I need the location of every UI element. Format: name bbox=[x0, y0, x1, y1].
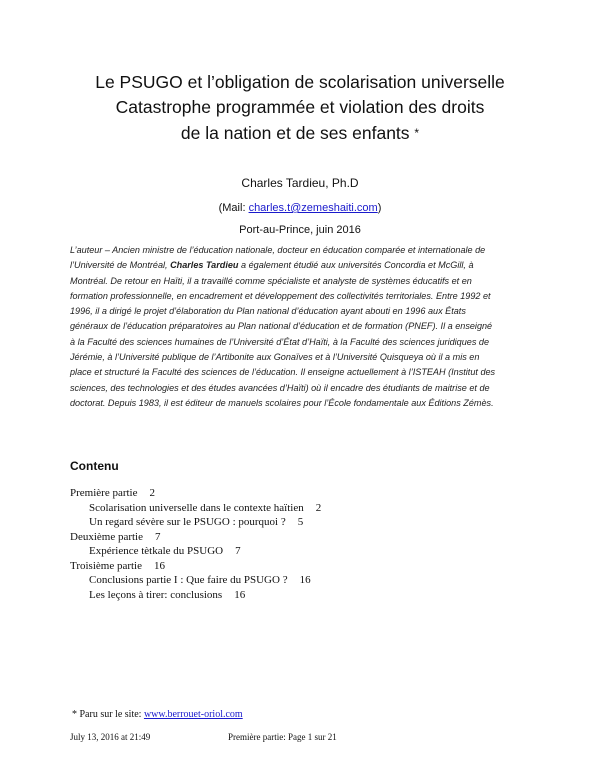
footer-page-number: Première partie: Page 1 sur 21 bbox=[228, 732, 337, 742]
bio-line: Jérémie, à l’Université publique de l’Artibonite aux Gonaïves et à l’Université Quisqueya où il a mis en bbox=[70, 352, 480, 363]
toc-entry-lecons[interactable] bbox=[70, 588, 540, 603]
toc-entry-label: Un regard sévère sur le PSUGO : pourquoi ? bbox=[89, 516, 286, 528]
toc-entry-scolarisation[interactable] bbox=[70, 501, 540, 516]
toc-entry-label: Deuxième partie bbox=[70, 530, 143, 543]
toc-entry-page: 2 bbox=[149, 487, 155, 499]
title-line-3-text: de la nation et de ses enfants bbox=[180, 123, 410, 143]
bio-line: à la Faculté des sciences humaines de l’Université d’État d’Haïti, à la Faculté des sciences juridiques de bbox=[70, 336, 490, 347]
toc-entry-label: Conclusions partie I : Que faire du PSUGO ? bbox=[89, 574, 288, 586]
toc-entry-page: 7 bbox=[155, 530, 161, 543]
bio-text: l’Université de Montréal, bbox=[70, 260, 171, 271]
mail-prefix: (Mail: bbox=[218, 202, 249, 214]
footnote bbox=[72, 709, 243, 720]
toc-heading: Contenu bbox=[70, 459, 119, 473]
footnote-prefix: * Paru sur le site: bbox=[72, 709, 144, 720]
bio-line bbox=[70, 258, 540, 273]
toc-entry-part-3[interactable] bbox=[70, 559, 540, 574]
toc-entry-page: 2 bbox=[315, 501, 322, 514]
bio-text: a également étudié aux universités Concordia et McGill, à bbox=[238, 260, 474, 271]
footnote-link[interactable]: www.berrouet-oriol.com bbox=[143, 709, 243, 720]
place-date: Port-au-Prince, juin 2016 bbox=[239, 224, 361, 236]
toc-entry-page: 7 bbox=[235, 545, 241, 557]
toc-entry-conclusions[interactable] bbox=[70, 573, 540, 588]
toc-entry-regard-severe[interactable] bbox=[70, 515, 540, 530]
table-of-contents bbox=[70, 486, 540, 602]
author-mail bbox=[0, 202, 600, 214]
mail-suffix: ) bbox=[377, 202, 382, 214]
bio-author-name: Charles Tardieu bbox=[170, 260, 239, 271]
bio-line: Montréal. De retour en Haïti, il a travaillé comme spécialiste et analyste de systèmes éducatifs et en bbox=[70, 275, 472, 286]
toc-entry-page: 16 bbox=[154, 559, 165, 572]
toc-entry-label: Expérience tètkale du PSUGO bbox=[89, 545, 224, 557]
toc-entry-label: Troisième partie bbox=[70, 559, 142, 572]
toc-entry-page: 5 bbox=[297, 516, 304, 528]
bio-line: formation professionnelle, en encadrement et développement des collectivités territoriales. Entre 1992 et bbox=[70, 290, 491, 301]
bio-line: doctorat. Depuis 1983, il est éditeur de manuels scolaires pour l’École fondamentale aux Éditions Zémès. bbox=[70, 397, 494, 408]
footer-date: July 13, 2016 at 21:49 bbox=[70, 732, 151, 742]
title-line-1: Le PSUGO et l’obligation de scolarisation universelle bbox=[95, 72, 505, 92]
toc-entry-experience[interactable] bbox=[70, 544, 540, 559]
author-bio bbox=[70, 243, 540, 411]
title-line-3 bbox=[0, 121, 600, 146]
toc-entry-label: Première partie bbox=[70, 487, 138, 499]
toc-entry-label: Scolarisation universelle dans le contexte haïtien bbox=[89, 501, 304, 514]
bio-line: généraux de l’éducation préparatoires au Plan national d’éducation et de formation (PNEF). Il a enseigné bbox=[70, 321, 493, 332]
email-link[interactable]: charles.t@zemeshaiti.com bbox=[248, 202, 378, 214]
bio-line: place et structuré la Faculté des sciences de l’éducation. Il enseigne actuellement à l’ISTEAH (Institut des bbox=[70, 367, 496, 378]
toc-entry-part-2[interactable] bbox=[70, 530, 540, 545]
bio-line: sciences, des technologies et des études avancées d’Haïti) où il encadre des étudiants de maitrise et de bbox=[70, 382, 490, 393]
toc-entry-page: 16 bbox=[299, 574, 311, 586]
toc-entry-page: 16 bbox=[234, 588, 246, 601]
title-line-2: Catastrophe programmée et violation des droits bbox=[115, 97, 485, 117]
author-name: Charles Tardieu, Ph.D bbox=[241, 176, 359, 190]
bio-line: L’auteur – Ancien ministre de l’éducation nationale, docteur en éducation comparée et internationale de bbox=[70, 245, 486, 255]
toc-entry-part-1[interactable] bbox=[70, 486, 540, 501]
bio-line: 1996, il a dirigé le projet d’élaboration du Plan national d’éducation ayant abouti en 1996 aux États bbox=[70, 306, 466, 317]
toc-entry-label: Les leçons à tirer: conclusions bbox=[89, 588, 223, 601]
title-footnote-mark: * bbox=[414, 126, 420, 140]
